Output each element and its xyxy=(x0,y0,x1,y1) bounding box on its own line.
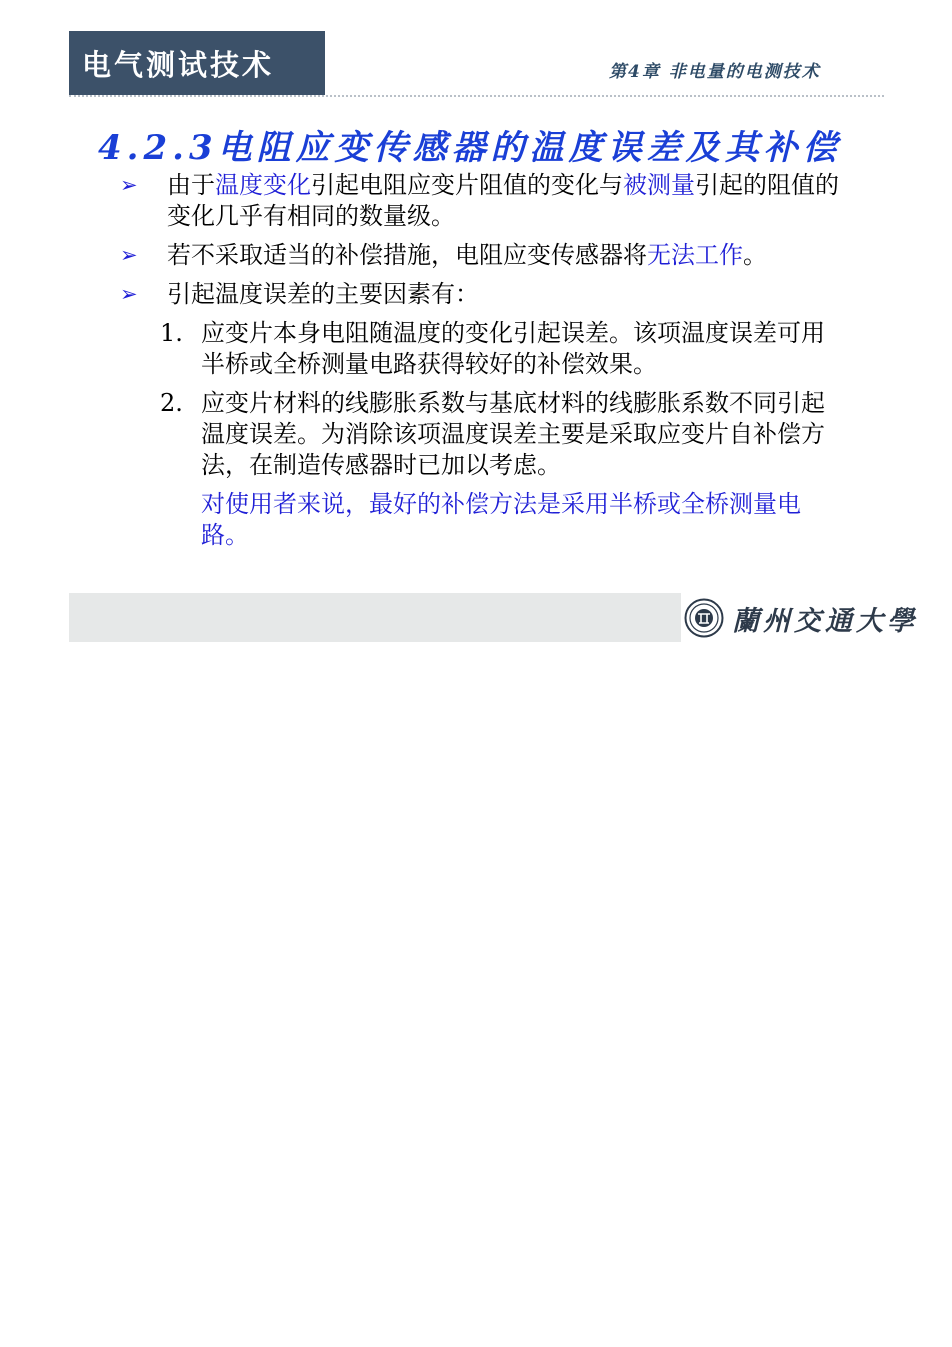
item-number: 2. xyxy=(160,389,183,417)
footer-band xyxy=(69,593,681,642)
bullet-text: 若不采取适当的补偿措施，电阻应变传感器将 xyxy=(167,241,647,269)
bullet-arrow-icon: ➢ xyxy=(120,173,138,197)
chapter-label: 第4章 非电量的电测技术 xyxy=(609,62,821,82)
item-text: 应变片本身电阻随温度的变化引起误差。该项温度误差可用半桥或全桥测量电路获得较好的补偿效果。 xyxy=(201,319,825,378)
slide-content xyxy=(118,170,848,551)
bullet-highlight: 被测量 xyxy=(623,171,695,199)
bullet-arrow-icon: ➢ xyxy=(120,243,138,267)
bullet-highlight: 温度变化 xyxy=(215,171,311,199)
bullet-item xyxy=(118,240,848,271)
bullet-highlight: 无法工作 xyxy=(647,241,743,269)
recommendation-note: 对使用者来说，最好的补偿方法是采用半桥或全桥测量电路。 xyxy=(201,490,801,549)
course-title: 电气测试技术 xyxy=(82,47,275,82)
university-seal-icon xyxy=(684,598,724,638)
bullet-arrow-icon: ➢ xyxy=(120,282,138,306)
bullet-text: 引起的阻值的变化几乎有相同的数量级。 xyxy=(167,171,839,230)
bullet-item xyxy=(118,279,848,310)
bullet-text: 由于 xyxy=(167,171,215,199)
bullet-text: 引起温度误差的主要因素有： xyxy=(167,280,479,308)
bullet-text: 引起电阻应变片阻值的变化与 xyxy=(311,171,623,199)
header-divider xyxy=(69,95,884,97)
course-title-banner xyxy=(69,31,325,95)
university-name: 蘭州交通大學 xyxy=(732,605,918,637)
bullet-text: 。 xyxy=(743,241,767,269)
section-title: 4.2.3电阻应变传感器的温度误差及其补偿 xyxy=(98,128,842,168)
university-logo xyxy=(684,598,918,638)
item-number: 1. xyxy=(160,319,183,347)
numbered-item xyxy=(118,388,848,481)
item-text: 应变片材料的线膨胀系数与基底材料的线膨胀系数不同引起温度误差。为消除该项温度误差主要是采取应变片自补偿方法，在制造传感器时已加以考虑。 xyxy=(201,389,825,479)
numbered-item xyxy=(118,318,848,380)
bullet-item xyxy=(118,170,848,232)
